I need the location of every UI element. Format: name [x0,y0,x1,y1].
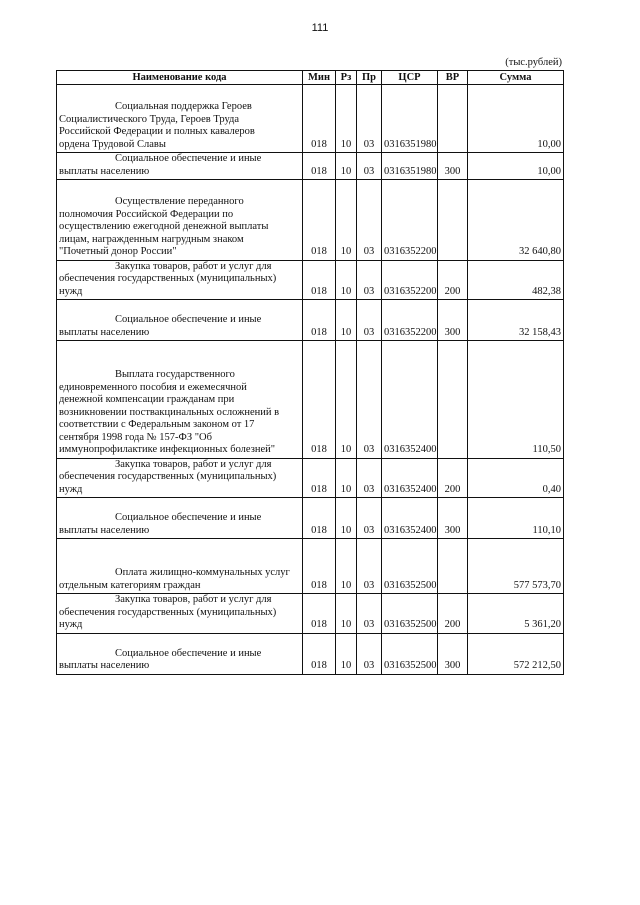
table-row [57,458,564,498]
table-row [57,498,564,539]
row-name-line: Выплата государственного [115,369,235,380]
row-name-line: Оплата жилищно-коммунальных услуг [115,567,290,578]
row-rz: 10 [336,539,357,594]
row-sum: 577 573,70 [468,539,564,594]
row-rz: 10 [336,341,357,459]
row-pr: 03 [357,153,382,180]
row-sum: 10,00 [468,153,564,180]
header-pr: Пр [357,71,382,85]
row-name-line: отдельным категориям граждан [59,579,201,591]
row-csr: 0316351980 [382,153,438,180]
row-pr: 03 [357,633,382,674]
units-label: (тыс.рублей) [505,57,562,68]
row-vr: 300 [438,633,468,674]
row-name-line: денежной компенсации гражданам при [59,394,235,405]
row-name-line: возникновении поствакцинальных осложнений в [59,406,280,418]
row-rz: 10 [336,85,357,153]
row-pr: 03 [357,85,382,153]
row-rz: 10 [336,458,357,498]
table-row [57,180,564,261]
row-sum: 32 640,80 [468,180,564,261]
row-name [57,180,303,261]
row-name [57,633,303,674]
row-vr: 200 [438,458,468,498]
row-csr: 0316352200 [382,260,438,300]
row-min: 018 [303,341,336,459]
row-pr: 03 [357,260,382,300]
row-pr: 03 [357,539,382,594]
row-pr: 03 [357,341,382,459]
header-name: Наименование кода [57,71,303,85]
row-min: 018 [303,85,336,153]
row-name [57,498,303,539]
header-csr: ЦСР [382,71,438,85]
row-csr: 0316352200 [382,300,438,341]
row-min: 018 [303,153,336,180]
row-name-line: единовременного пособия и ежемесячной [59,381,247,393]
row-name-line: обеспечения государственных (муниципальных) [59,471,277,482]
row-min: 018 [303,633,336,674]
row-pr: 03 [357,180,382,261]
row-csr: 0316352400 [382,341,438,459]
budget-table [56,70,564,675]
page-number: 111 [311,22,329,34]
row-name-line: Социальное обеспечение и иные [115,153,262,164]
row-name-line: нужд [59,285,83,297]
row-rz: 10 [336,498,357,539]
table-row [57,633,564,674]
row-name-line: "Почетный донор России" [59,246,177,257]
row-name-line: Российской Федерации и полных кавалеров [59,126,255,137]
row-pr: 03 [357,594,382,634]
header-min: Мин [303,71,336,85]
row-min: 018 [303,539,336,594]
row-name [57,153,303,180]
header-vr: ВР [438,71,468,85]
row-name-line: Социальная поддержка Героев [115,101,252,112]
row-name-line: обеспечения государственных (муниципальных) [59,273,277,284]
row-name-line: Закупка товаров, работ и услуг для [115,458,272,470]
row-name-line: ордена Трудовой Славы [59,138,166,150]
row-name-line: Социальное обеспечение и иные [115,512,262,523]
row-name [57,260,303,300]
row-csr: 0316352500 [382,539,438,594]
row-pr: 03 [357,458,382,498]
row-rz: 10 [336,180,357,261]
row-sum: 5 361,20 [468,594,564,634]
row-name-line: соответствии с Федеральным законом от 17 [59,419,255,430]
row-min: 018 [303,594,336,634]
table-header-row [57,71,564,85]
table-row [57,153,564,180]
row-name [57,85,303,153]
row-vr: 300 [438,300,468,341]
row-name-line: Осуществление переданного [115,196,244,207]
row-min: 018 [303,458,336,498]
row-name-line: нужд [59,483,83,495]
row-name [57,300,303,341]
row-name-line: Социалистического Труда, Героев Труда [59,113,240,125]
row-sum: 0,40 [468,458,564,498]
table-row [57,85,564,153]
header-rz: Рз [336,71,357,85]
table-row [57,594,564,634]
row-name-line: полномочия Российской Федерации по [59,208,234,220]
row-name-line: иммунопрофилактике инфекционных болезней" [59,444,276,455]
row-sum: 482,38 [468,260,564,300]
row-name-line: выплаты населению [59,524,150,536]
row-name [57,458,303,498]
row-pr: 03 [357,300,382,341]
row-csr: 0316352400 [382,498,438,539]
row-min: 018 [303,180,336,261]
row-name-line: сентября 1998 года № 157-ФЗ "Об [59,431,212,443]
row-name-line: Закупка товаров, работ и услуг для [115,260,272,272]
table-row [57,260,564,300]
row-csr: 0316352200 [382,180,438,261]
row-sum: 110,50 [468,341,564,459]
row-sum: 32 158,43 [468,300,564,341]
row-name [57,594,303,634]
row-vr: 300 [438,153,468,180]
table-row [57,300,564,341]
row-csr: 0316352500 [382,633,438,674]
row-name-line: выплаты населению [59,326,150,338]
row-name [57,539,303,594]
row-sum: 572 212,50 [468,633,564,674]
row-rz: 10 [336,153,357,180]
row-min: 018 [303,498,336,539]
row-vr: 200 [438,260,468,300]
row-vr [438,341,468,459]
row-name-line: Закупка товаров, работ и услуг для [115,594,272,605]
row-name-line: нужд [59,619,83,630]
row-sum: 110,10 [468,498,564,539]
row-sum: 10,00 [468,85,564,153]
row-csr: 0316351980 [382,85,438,153]
row-pr: 03 [357,498,382,539]
row-name-line: Социальное обеспечение и иные [115,314,262,325]
row-name-line: выплаты населению [59,165,150,177]
row-min: 018 [303,300,336,341]
row-vr [438,85,468,153]
table-row [57,539,564,594]
row-csr: 0316352500 [382,594,438,634]
row-name-line: обеспечения государственных (муниципальных) [59,606,277,618]
row-min: 018 [303,260,336,300]
row-name-line: осуществлению ежегодной денежной выплаты [59,221,269,232]
row-rz: 10 [336,594,357,634]
row-vr [438,180,468,261]
row-vr [438,539,468,594]
row-rz: 10 [336,260,357,300]
row-name-line: Социальное обеспечение и иные [115,647,262,659]
row-vr: 200 [438,594,468,634]
row-rz: 10 [336,633,357,674]
row-name [57,341,303,459]
row-csr: 0316352400 [382,458,438,498]
header-sum: Сумма [468,71,564,85]
row-vr: 300 [438,498,468,539]
row-name-line: выплаты населению [59,660,150,671]
row-rz: 10 [336,300,357,341]
table-row [57,341,564,459]
row-name-line: лицам, награжденным нагрудным знаком [59,233,244,245]
